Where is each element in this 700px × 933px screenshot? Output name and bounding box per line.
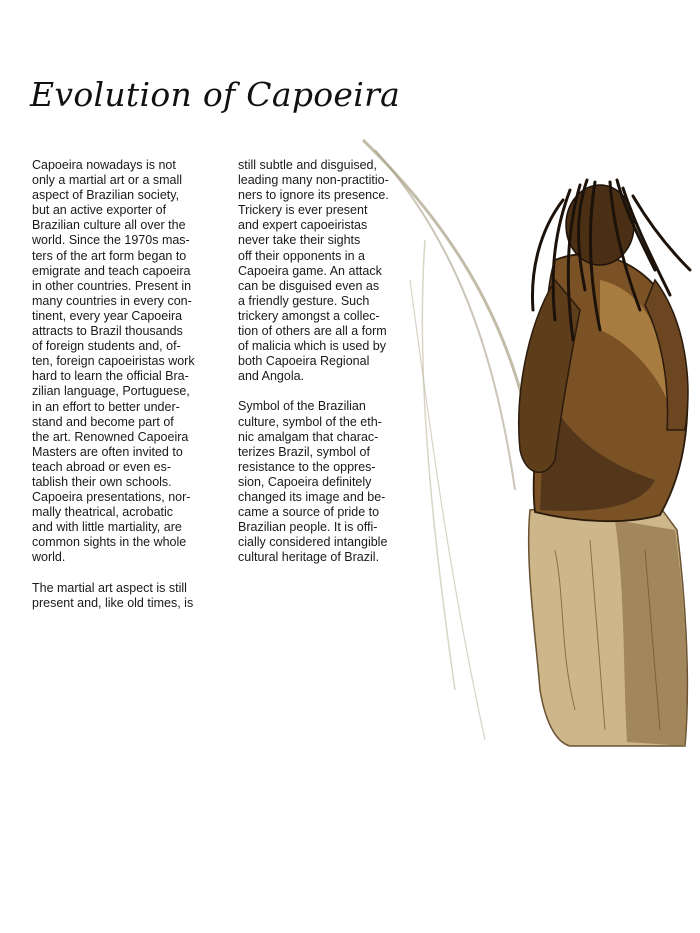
paragraph: The martial art aspect is still present and, like old times, is xyxy=(32,580,194,610)
capoeira-fighter-illustration xyxy=(355,130,700,750)
page-title: Evolution of Capoeira xyxy=(30,75,401,114)
berimbau-bow xyxy=(363,140,530,430)
berimbau-string xyxy=(422,240,455,690)
text-column-left xyxy=(32,158,204,626)
paragraph: Capoeira nowadays is not only a martial art or a small aspect of Brazilian society, but an active exporter of Brazilian culture all over the world. Since the 1970s mas- ters of the art form began to emigrate and teach capoeira in other countries. Present in many countries in every con- tinent, every year Capoeira attracts to Brazil thousands of foreign students and, of- ten, foreign capoeiristas work hard to learn the official Bra- zilian language, Portuguese, in an effort to better under- stand and become part of the art. Renowned Capoeira Masters are often invited to teach abroad or even es- tablish their own schools. Capoeira presentations, nor- mally theatrical, acrobatic and with little martiality, are common sights in the whole world. xyxy=(32,158,195,565)
paragraph: Symbol of the Brazilian culture, symbol of the eth- nic amalgam that charac- terizes Brazil, symbol of resistance to the oppres- sion, Capoeira definitely changed its image and be- came a source of pride to Brazilian people. It is offi- cially considered intangible cultural heritage of Brazil. xyxy=(238,399,388,565)
paragraph: still subtle and disguised, leading many non-practitio- ners to ignore its presence. Trickery is ever present and expert capoeiristas never take their sights off their opponents in a Capoeira game. An attack can be disguised even as a friendly gesture. Such trickery amongst a collec- tion of others are all a form of malicia which is used by both Capoeira Regional and Angola. xyxy=(238,158,389,384)
berimbau-string xyxy=(410,280,485,740)
pants-shading xyxy=(615,520,687,746)
